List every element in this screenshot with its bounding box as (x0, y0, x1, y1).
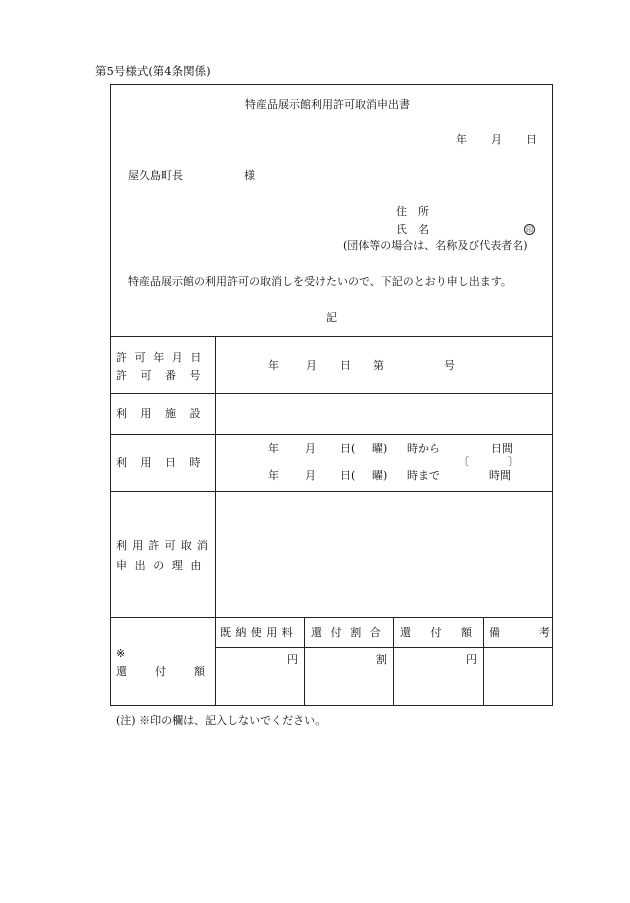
form-title: 特産品展示館利用許可取消申出書 (245, 98, 410, 111)
usage-label: 利用日時 (116, 456, 214, 469)
group-note: (団体等の場合は、名称及び代表者名) (343, 239, 528, 252)
addressee-honorific: 様 (244, 169, 255, 182)
amount-unit-yen: 円 (466, 653, 477, 666)
permit-dai: 第 (373, 359, 384, 372)
bracket-close: 〕 (508, 455, 519, 468)
to-dow: 曜) (372, 469, 388, 482)
date-year: 年 (456, 133, 467, 146)
date-month: 月 (491, 133, 502, 146)
row-divider (215, 647, 553, 648)
permit-number-label: 許可番号 (116, 369, 214, 382)
seal-mark: 印 (526, 226, 533, 234)
row-divider (110, 393, 553, 394)
row-divider (110, 336, 553, 337)
column-divider (304, 617, 305, 706)
permit-year: 年 (268, 359, 279, 372)
facility-label: 利用施設 (116, 407, 214, 420)
date-day: 日 (526, 133, 537, 146)
permit-go: 号 (444, 359, 455, 372)
address-label: 住 所 (396, 205, 429, 218)
reason-label-2: 申出の理由 (116, 559, 209, 572)
refund-label: 還付額 (116, 665, 233, 678)
refund-mark: ※ (116, 647, 126, 660)
row-divider (110, 617, 553, 618)
to-day: 日( (340, 469, 356, 482)
paid-unit-yen: 円 (287, 653, 298, 666)
to-month: 月 (305, 469, 316, 482)
column-divider (393, 617, 394, 706)
permit-date-label: 許可年月日 (116, 351, 209, 364)
ki-label: 記 (326, 311, 337, 324)
from-year: 年 (268, 442, 279, 455)
to-year: 年 (268, 469, 279, 482)
permit-month: 月 (306, 359, 317, 372)
reason-label-1: 利用許可取消 (116, 539, 214, 552)
rate-unit-wari: 割 (376, 653, 387, 666)
to-time: 時まで (407, 469, 440, 482)
days-label: 日間 (491, 442, 513, 455)
from-month: 月 (305, 442, 316, 455)
permit-day: 日 (340, 359, 351, 372)
from-day: 日( (340, 442, 356, 455)
col-paid-header: 既納使用料 (220, 626, 297, 639)
footnote: (注) ※印の欄は、記入しないでください。 (116, 714, 327, 727)
form-number: 第5号様式(第4条関係) (95, 64, 211, 78)
addressee-name: 屋久島町長 (128, 169, 183, 182)
row-divider (110, 434, 553, 435)
name-label: 氏 名 (396, 223, 429, 236)
from-dow: 曜) (372, 442, 388, 455)
row-divider (110, 491, 553, 492)
hours-label: 時間 (489, 469, 511, 482)
col-amount-header: 還付額 (400, 626, 492, 639)
col-note-header: 備考 (489, 626, 589, 639)
col-rate-header: 還付割合 (311, 626, 390, 639)
from-time: 時から (407, 442, 440, 455)
column-divider (215, 336, 216, 706)
statement: 特産品展示館の利用許可の取消しを受けたいので、下記のとおり申し出ます。 (128, 275, 512, 288)
bracket-open: 〔 (458, 455, 469, 468)
